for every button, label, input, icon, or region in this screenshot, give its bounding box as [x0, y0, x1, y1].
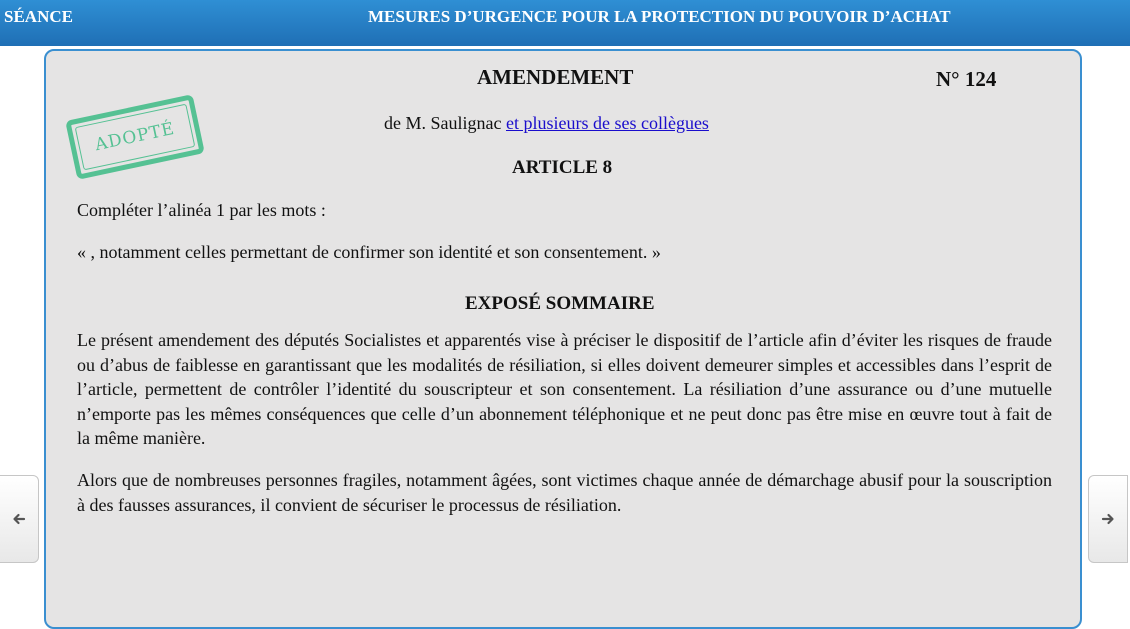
stamp-label: ADOPTÉ — [93, 118, 177, 156]
expose-paragraph: Le présent amendement des députés Socialistes et apparentés vise à préciser le dispositif de l’article afin d’éviter les risques de fraude ou d’abus de faiblesse en garantissant que les modalités de résiliation, si elles doivent demeurer simples et accessibles dans l’esprit de l’article, permettent de contrôler l’identité du souscripteur et son consentement. La résiliation d’une assurance ou d’une mutuelle n’emporte pas les mêmes conséquences que celle d’un abonnement téléphonique et ne peut donc pas être mise en œuvre tout à fait de la même manière. — [77, 330, 1052, 448]
amendment-card — [44, 49, 1082, 629]
header-bar — [0, 0, 1130, 46]
expose-heading: EXPOSÉ SOMMAIRE — [465, 293, 655, 314]
arrow-left-icon — [12, 512, 26, 526]
previous-button[interactable] — [0, 475, 39, 563]
amendment-text: « , notamment celles permettant de confirmer son identité et son consentement. » — [77, 242, 661, 262]
article-heading: ARTICLE 8 — [512, 157, 613, 178]
next-button[interactable] — [1088, 475, 1128, 563]
colleagues-link[interactable]: et plusieurs de ses collègues — [505, 113, 709, 133]
page-title: MESURES D’URGENCE POUR LA PROTECTION DU POUVOIR D’ACHAT — [368, 7, 951, 26]
amendment-title: AMENDEMENT — [477, 65, 634, 89]
stamp-inner-border — [75, 104, 196, 171]
adopted-stamp — [65, 94, 205, 180]
author-line — [384, 113, 709, 134]
expose-paragraph: Alors que de nombreuses personnes fragiles, notamment âgées, sont victimes chaque année de démarchage abusif pour la souscription à des fausses assurances, il convient de sécuriser le processus de résiliation. — [77, 470, 1052, 515]
arrow-right-icon — [1101, 512, 1115, 526]
seance-label: SÉANCE — [4, 7, 73, 26]
instruction-text: Compléter l’alinéa 1 par les mots : — [77, 200, 326, 220]
amendment-number: N° 124 — [936, 67, 997, 91]
author-name: de M. Saulignac — [384, 113, 502, 133]
